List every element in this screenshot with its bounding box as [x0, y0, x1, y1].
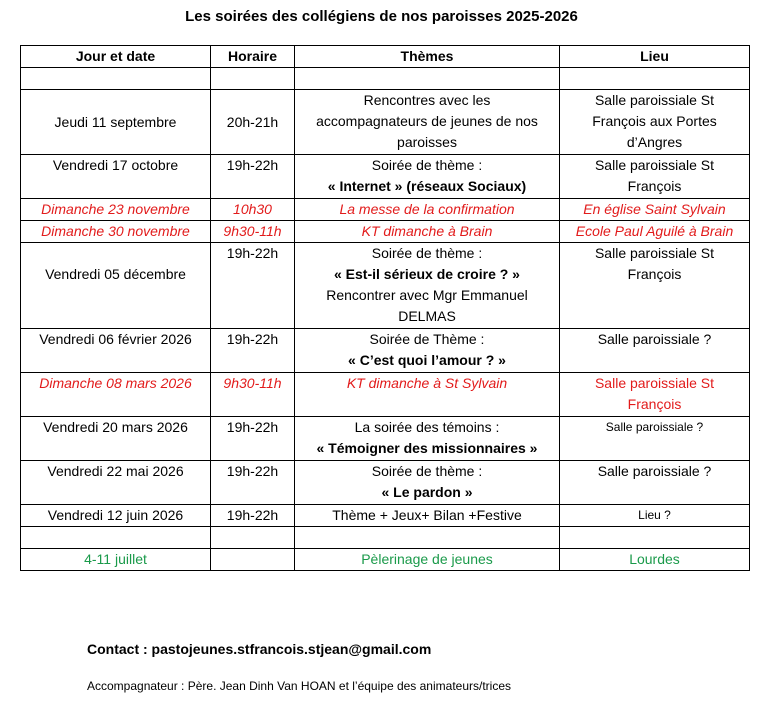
theme-line: Rencontrer avec Mgr Emmanuel — [326, 287, 528, 303]
table-row — [21, 90, 750, 155]
cell-theme: Pèlerinage de jeunes — [295, 549, 560, 571]
contact-line: Contact : pastojeunes.stfrancois.stjean@gmail.com — [87, 641, 432, 657]
theme-line: accompagnateurs de jeunes de nos — [316, 113, 538, 129]
schedule-table — [20, 45, 750, 571]
cell-place: Salle paroissiale ? — [560, 417, 750, 461]
cell-place: Ecole Paul Aguilé à Brain — [560, 221, 750, 243]
cell-place: En église Saint Sylvain — [560, 199, 750, 221]
table-header-row — [21, 46, 750, 68]
cell-theme: KT dimanche à St Sylvain — [295, 373, 560, 417]
cell-theme — [295, 90, 560, 155]
cell-time: 19h-22h — [211, 461, 295, 505]
accompagnateur-line: Accompagnateur : Père. Jean Dinh Van HOAN et l’équipe des animateurs/trices — [87, 679, 511, 693]
place-line: d’Angres — [626, 134, 683, 150]
cell-theme — [295, 461, 560, 505]
theme-line: paroisses — [397, 134, 457, 150]
cell-date: Jeudi 11 septembre — [21, 90, 211, 155]
cell-place — [560, 90, 750, 155]
table-row — [21, 461, 750, 505]
cell-time: 20h-21h — [211, 90, 295, 155]
table-row — [21, 549, 750, 571]
theme-line: Rencontres avec les — [363, 92, 491, 108]
cell-date: Vendredi 05 décembre — [21, 243, 211, 329]
theme-line: La soirée des témoins : — [354, 419, 500, 435]
cell-date: Vendredi 12 juin 2026 — [21, 505, 211, 527]
cell-date: Vendredi 06 février 2026 — [21, 329, 211, 373]
table-row — [21, 329, 750, 373]
cell-theme — [295, 155, 560, 199]
empty-row — [21, 527, 750, 549]
empty-row — [21, 68, 750, 90]
cell-date: 4-11 juillet — [21, 549, 211, 571]
header-theme: Thèmes — [295, 46, 560, 68]
cell-theme — [295, 243, 560, 329]
theme-line: « Témoigner des missionnaires » — [316, 440, 538, 456]
theme-line: Soirée de thème : — [371, 245, 483, 261]
cell-place — [560, 155, 750, 199]
header-time: Horaire — [211, 46, 295, 68]
theme-line: « Est-il sérieux de croire ? » — [334, 266, 520, 282]
table-row — [21, 155, 750, 199]
cell-theme: Thème + Jeux+ Bilan +Festive — [295, 505, 560, 527]
header-date: Jour et date — [21, 46, 211, 68]
cell-place: Salle paroissiale ? — [560, 461, 750, 505]
cell-place: Lieu ? — [560, 505, 750, 527]
header-place: Lieu — [560, 46, 750, 68]
cell-date: Dimanche 08 mars 2026 — [21, 373, 211, 417]
theme-line: DELMAS — [398, 308, 456, 324]
cell-time: 9h30-11h — [211, 373, 295, 417]
place-line: François — [627, 396, 682, 412]
place-line: Salle paroissiale St — [594, 92, 715, 108]
place-line: François aux Portes — [592, 113, 717, 129]
cell-date: Vendredi 20 mars 2026 — [21, 417, 211, 461]
cell-date: Vendredi 17 octobre — [21, 155, 211, 199]
theme-line: « Internet » (réseaux Sociaux) — [327, 178, 527, 194]
cell-theme: La messe de la confirmation — [295, 199, 560, 221]
cell-place — [560, 373, 750, 417]
cell-time: 19h-22h — [211, 505, 295, 527]
cell-date: Dimanche 23 novembre — [21, 199, 211, 221]
cell-time — [211, 549, 295, 571]
theme-line: Soirée de thème : — [371, 157, 483, 173]
cell-theme — [295, 417, 560, 461]
place-line: Salle paroissiale St — [594, 375, 715, 391]
place-line: François — [627, 178, 682, 194]
cell-time: 19h-22h — [211, 417, 295, 461]
cell-date: Vendredi 22 mai 2026 — [21, 461, 211, 505]
table-row — [21, 199, 750, 221]
theme-line: Soirée de thème : — [371, 463, 483, 479]
table-row — [21, 417, 750, 461]
cell-place: Salle paroissiale ? — [560, 329, 750, 373]
cell-theme: KT dimanche à Brain — [295, 221, 560, 243]
theme-line: « Le pardon » — [381, 484, 473, 500]
cell-time: 19h-22h — [211, 155, 295, 199]
place-line: Salle paroissiale St — [594, 157, 715, 173]
cell-place — [560, 243, 750, 329]
cell-time: 19h-22h — [211, 329, 295, 373]
cell-time: 10h30 — [211, 199, 295, 221]
cell-theme — [295, 329, 560, 373]
cell-time: 9h30-11h — [211, 221, 295, 243]
table-row — [21, 505, 750, 527]
theme-line: Soirée de Thème : — [369, 331, 485, 347]
place-line: François — [627, 266, 682, 282]
cell-date: Dimanche 30 novembre — [21, 221, 211, 243]
table-row — [21, 373, 750, 417]
place-line: Salle paroissiale St — [594, 245, 715, 261]
cell-place: Lourdes — [560, 549, 750, 571]
table-row — [21, 221, 750, 243]
theme-line: « C’est quoi l’amour ? » — [348, 352, 506, 368]
table-row — [21, 243, 750, 329]
cell-time: 19h-22h — [211, 243, 295, 329]
document-title: Les soirées des collégiens de nos paroisses 2025-2026 — [185, 8, 578, 25]
